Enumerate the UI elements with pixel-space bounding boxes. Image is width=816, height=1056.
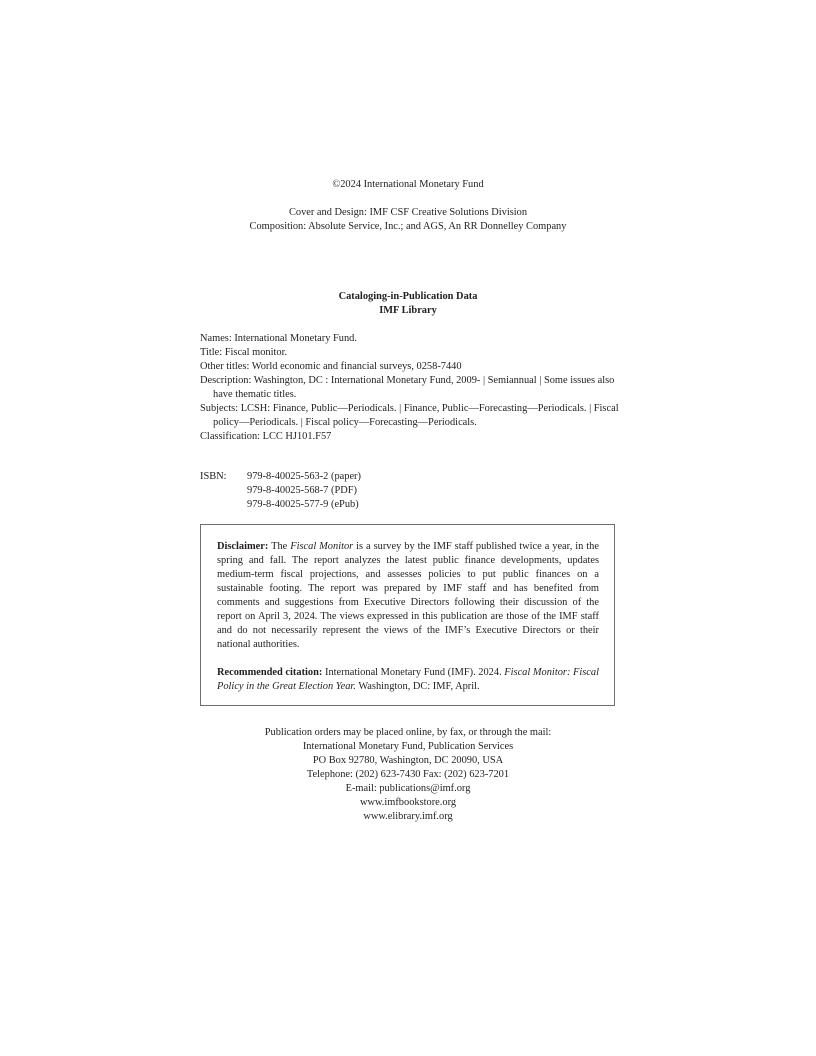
copyright-line: ©2024 International Monetary Fund: [332, 179, 484, 190]
orders-intro: Publication orders may be placed online, by fax, or through the mail:: [264, 727, 552, 738]
disclaimer-paragraph: [217, 540, 599, 652]
disclaimer-label: Disclaimer:: [217, 541, 269, 552]
isbn-block: [200, 470, 620, 512]
disclaimer-publication-title: Fiscal Monitor: [290, 541, 354, 552]
isbn-label: ISBN:: [200, 471, 227, 482]
orders-phone-fax: Telephone: (202) 623-7430 Fax: (202) 623-7201: [306, 769, 510, 780]
isbn-epub: 979-8-40025-577-9 (ePub): [247, 499, 359, 510]
citation-publication-title: Fiscal Monitor: Fiscal Policy in the Great Election Year.: [217, 667, 599, 692]
publication-orders: [0, 726, 816, 824]
isbn-values: [247, 470, 361, 512]
disclaimer-text-2: is a survey by the IMF staff published twice a year, in the spring and fall. The report analyzes the latest public finance developments, updates medium-term fiscal projections, and assesses policies to put public finances on a sustainable footing. The report was prepared by IMF staff and has benefited from comments and suggestions from Executive Directors following their discussion of the report on April 3, 2024. The views expressed in this publication are those of the IMF staff and do not necessarily represent the views of the IMF’s Executive Directors or their national authorities.: [217, 541, 599, 650]
orders-email: E-mail: publications@imf.org: [345, 783, 471, 794]
cip-subjects: Subjects: LCSH: Finance, Public—Periodicals. | Finance, Public—Forecasting—Periodicals. | Fiscal policy—Periodicals. | Fiscal policy—Forecasting—Periodicals.: [200, 403, 619, 428]
composition-credit: Composition: Absolute Service, Inc.; and AGS, An RR Donnelley Company: [249, 221, 567, 232]
orders-organization: International Monetary Fund, Publication Services: [302, 741, 514, 752]
isbn-pdf: 979-8-40025-568-7 (PDF): [247, 485, 357, 496]
disclaimer-text-1: The: [268, 541, 291, 552]
disclaimer-box: [200, 524, 615, 706]
isbn-paper: 979-8-40025-563-2 (paper): [247, 471, 361, 482]
cip-heading: Cataloging-in-Publication Data: [338, 291, 478, 302]
cip-subheading: IMF Library: [379, 305, 437, 316]
orders-website-elibrary: www.elibrary.imf.org: [363, 811, 453, 822]
citation-label: Recommended citation:: [217, 667, 323, 678]
citation-text-1: International Monetary Fund (IMF). 2024.: [322, 667, 505, 678]
cip-other-titles: Other titles: World economic and financial surveys, 0258-7440: [200, 361, 462, 372]
orders-website-bookstore: www.imfbookstore.org: [359, 797, 457, 808]
citation-text-2: Washington, DC: IMF, April.: [355, 681, 480, 692]
cip-description: Description: Washington, DC : International Monetary Fund, 2009- | Semiannual | Some issues also have thematic titles.: [200, 375, 615, 400]
cover-design-credit: Cover and Design: IMF CSF Creative Solutions Division: [288, 207, 528, 218]
orders-address: PO Box 92780, Washington, DC 20090, USA: [312, 755, 504, 766]
cip-classification: Classification: LCC HJ101.F57: [200, 431, 332, 442]
cip-title: Title: Fiscal monitor.: [200, 347, 288, 358]
citation-paragraph: [217, 666, 599, 694]
cip-names: Names: International Monetary Fund.: [200, 333, 357, 344]
cip-record: [200, 332, 620, 444]
